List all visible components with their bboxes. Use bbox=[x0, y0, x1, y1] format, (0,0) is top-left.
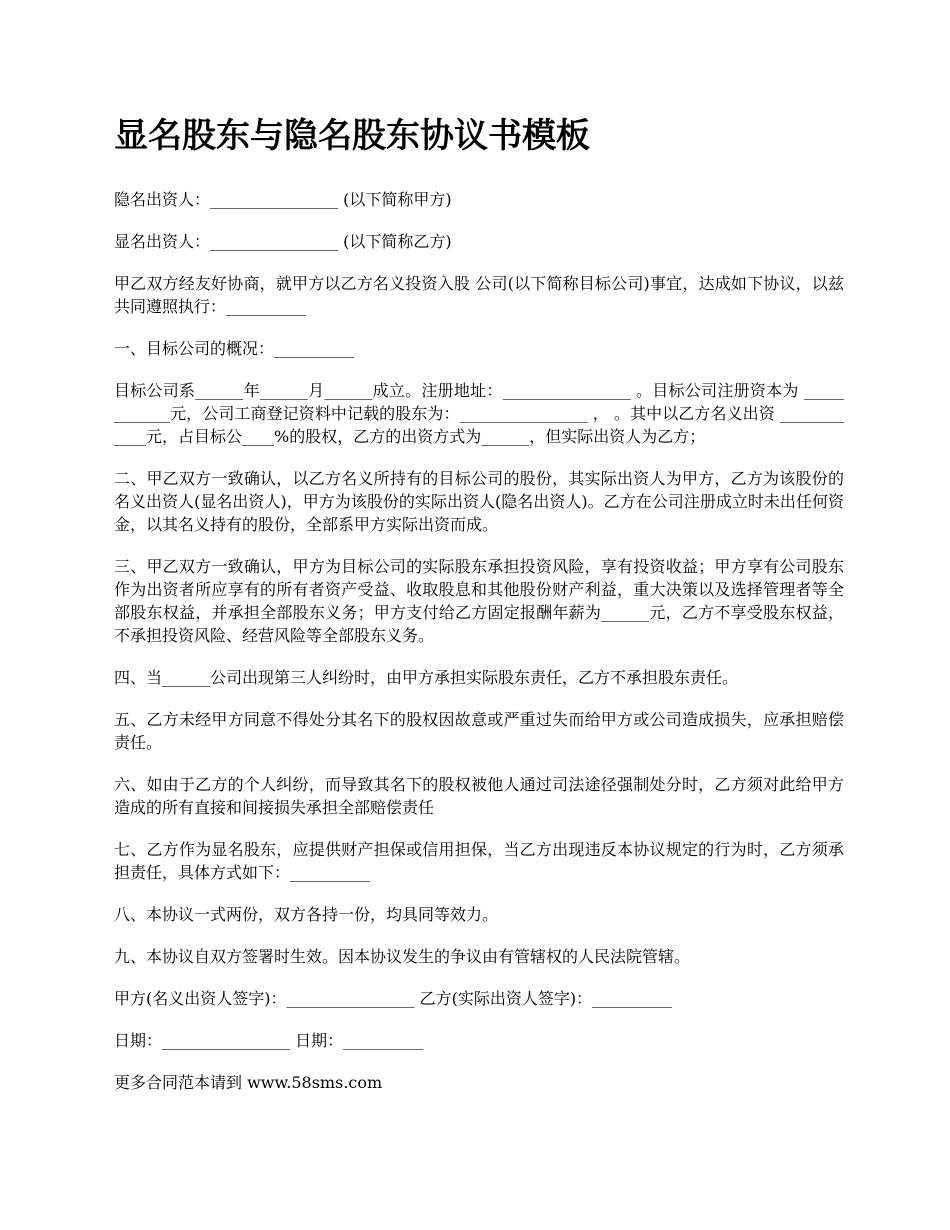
signature-line: 甲方(名义出资人签字)：________________ 乙方(实际出资人签字)：__________ bbox=[114, 989, 673, 1008]
clause-6: 六、如由于乙方的个人纠纷，而导致其名下的股权被他人通过司法途径强制处分时，乙方须对此给甲方造成的所有直接和间接损失承担全部赔偿责任 bbox=[114, 775, 844, 817]
clause-5: 五、乙方未经甲方同意不得处分其名下的股权因故意或严重过失而给甲方或公司造成损失，应承担赔偿责任。 bbox=[114, 710, 844, 752]
clause-2: 二、甲乙双方一致确认，以乙方名义所持有的目标公司的股份，其实际出资人为甲方，乙方为该股份的名义出资人(显名出资人)，甲方为该股份的实际出资人(隐名出资人)。乙方在公司注册成立时未出任何资金，以其名义持有的股份，全部系甲方实际出资而成。 bbox=[114, 469, 844, 534]
clause-3: 三、甲乙双方一致确认，甲方为目标公司的实际股东承担投资风险，享有投资收益；甲方享有公司股东作为出资者所应享有的所有者资产受益、收取股息和其他股份财产利益，重大决策以及选择管理者等全部股东权益，并承担全部股东义务；甲方支付给乙方固定报酬年薪为______元，乙方不享受股东权益，不承担投资风险、经营风险等全部股东义务。 bbox=[114, 557, 844, 645]
clause-7: 七、乙方作为显名股东，应提供财产担保或信用担保，当乙方出现违反本协议规定的行为时，乙方须承担责任，具体方式如下：__________ bbox=[114, 840, 844, 882]
hidden-investor-line: 隐名出资人：________________ (以下简称甲方) bbox=[114, 190, 452, 209]
clause-9: 九、本协议自双方签署时生效。因本协议发生的争议由有管辖权的人民法院管辖。 bbox=[114, 947, 691, 966]
clause-8: 八、本协议一式两份，双方各持一份，均具同等效力。 bbox=[114, 905, 499, 924]
clause-1-heading: 一、目标公司的概况：__________ bbox=[114, 339, 355, 358]
footer-link-text: 更多合同范本请到 www.58sms.com bbox=[114, 1073, 383, 1092]
preamble-paragraph: 甲乙双方经友好协商，就甲方以乙方名义投资入股 公司(以下简称目标公司)事宜，达成如下协议，以兹共同遵照执行：__________ bbox=[114, 274, 844, 316]
clause-4: 四、当______公司出现第三人纠纷时，由甲方承担实际股东责任，乙方不承担股东责任。 bbox=[114, 668, 739, 687]
document-title: 显名股东与隐名股东协议书模板 bbox=[114, 116, 590, 156]
date-line: 日期：________________ 日期：__________ bbox=[114, 1031, 424, 1050]
document-page bbox=[114, 110, 844, 1094]
company-details-paragraph: 目标公司系______年______月______成立。注册地址：________________ 。目标公司注册资本为 ____________元，公司工商登记资料中记载的股东为：________________ ， 。其中以乙方名义出资 ____________元，占目标公____%的股权，乙方的出资方式为______，但实际出资人为乙方； bbox=[114, 381, 844, 446]
nominal-investor-line: 显名出资人：________________ (以下简称乙方) bbox=[114, 232, 452, 251]
